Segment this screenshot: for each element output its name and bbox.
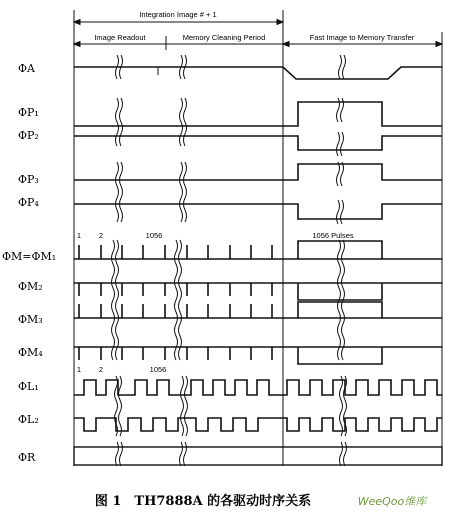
waveform-phi-m4 [74,347,442,364]
m-pulses-count-label: 1056 Pulses [312,231,354,240]
waveform-phi-l1 [74,380,442,395]
waveforms [74,67,442,465]
waveform-phi-p3 [74,164,442,180]
waveform-phi-p1 [74,102,442,126]
image-readout-label: Image Readout [94,33,146,42]
watermark-logo: WeeQoo维库 [357,495,427,508]
waveform-phi-a [74,67,442,79]
waveform-phi-r [74,447,442,465]
waveform-phi-m3 [74,302,442,318]
waveform-phi-p4 [74,204,442,219]
signal-labels [2,62,56,464]
label-phi-m2: ΦM₂ [18,280,43,293]
fast-transfer-label: Fast Image to Memory Transfer [309,33,415,42]
figure-caption: 图 1 TH7888A 的各驱动时序关系 [94,494,312,509]
waveform-phi-m1 [74,241,442,259]
m-pulse-label-1056: 1056 [145,231,163,240]
time-break-marks [112,55,347,466]
waveform-phi-m2 [74,283,442,300]
label-phi-p3: ΦP₃ [18,173,39,186]
label-phi-m4: ΦM₄ [18,346,43,359]
integration-label: Integration Image # + 1 [139,10,217,19]
l-pulse-label-2: 2 [98,365,104,374]
label-phi-l1: ΦL₁ [18,380,39,393]
waveform-phi-l2 [74,418,442,431]
l-pulse-label-1: 1 [76,365,82,374]
label-phi-a: ΦA [18,62,35,75]
label-phi-l2: ΦL₂ [18,413,39,426]
l-pulse-label-1056: 1056 [149,365,167,374]
label-phi-p2: ΦP₂ [18,129,39,142]
label-phi-m1: ΦM=ΦM₁ [2,250,57,263]
label-phi-m3: ΦM₃ [18,313,43,326]
label-phi-r: ΦR [18,451,36,464]
label-phi-p1: ΦP₁ [18,106,39,119]
memory-cleaning-label: Memory Cleaning Period [182,33,266,42]
label-phi-p4: ΦP₄ [18,196,39,209]
m-pulse-label-2: 2 [98,231,104,240]
m-pulse-label-1: 1 [76,231,82,240]
